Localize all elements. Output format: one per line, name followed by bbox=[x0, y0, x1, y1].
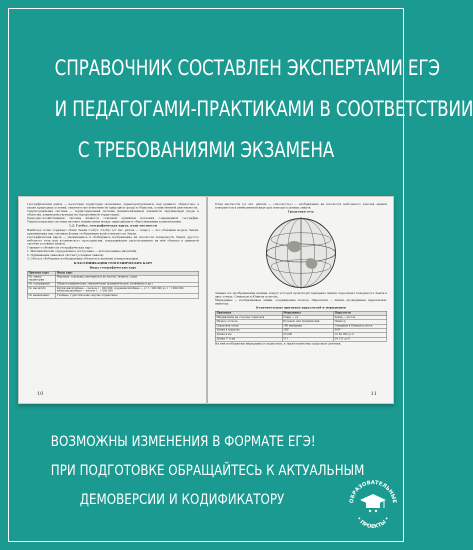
classification-table bbox=[27, 271, 199, 299]
table-cell: 360° bbox=[333, 328, 386, 332]
paragraph: На ней изображены меридианы и параллели, а также нанесены градусные деления. bbox=[215, 342, 342, 346]
paragraph: План местности (от лат. planum — «плоскость») — изображение на плоскости небольшого участка земной поверхности в уменьшенном виде при помощи условных знаков. bbox=[215, 203, 387, 210]
meridians-table bbox=[215, 311, 387, 342]
table-cell: По назначению bbox=[27, 294, 55, 298]
table-cell: От 40 000 до 0 bbox=[333, 333, 386, 337]
paragraph: 1. Математически определённое построение — использование масштаба. bbox=[27, 250, 138, 253]
table-cell: 180 меридиан bbox=[282, 324, 333, 328]
paragraph: Земная ось (воображаемая прямая, вокруг которой происходит вращение Земли) пересекает поверхность Земли в двух точках: Северном и Южном полюсах. bbox=[215, 292, 387, 299]
book-spine bbox=[206, 197, 208, 403]
table-cell: Длина в градусах bbox=[215, 328, 282, 332]
table-row bbox=[27, 287, 199, 294]
table-header: Признак карт bbox=[27, 271, 55, 275]
headline bbox=[12, 48, 473, 171]
disclaimer-line: ДЕМОВЕРСИИ И КОДИФИКАТОРУ bbox=[79, 492, 285, 508]
paragraph: Природно-хозяйственная система является основной единицей изучения современной географии. Территориальные системы изучают взаимосвязи между природными и общественными компонентами. bbox=[27, 217, 199, 224]
table-subtitle: Виды географических карт bbox=[89, 266, 137, 270]
table-cell: Нулевой, или Гринвичский bbox=[282, 320, 333, 324]
table-header: Меридианы bbox=[282, 311, 333, 315]
paragraph: Географический район — целостная территория (конечная), характеризующаяся, как правило, общностью, а также природных условий, типичностью компонентов природной среды и общества, хозяйственной деятельности. bbox=[27, 203, 199, 210]
page-number: 10 bbox=[37, 391, 44, 397]
headline-line: С ТРЕБОВАНИЯМИ ЭКЗАМЕНА bbox=[77, 138, 335, 163]
table-cell: Градусная сетка bbox=[215, 324, 282, 328]
disclaimer-line: ВОЗМОЖНЫ ИЗМЕНЕНИЯ В ФОРМАТЕ ЕГЭ! bbox=[50, 434, 316, 450]
table-cell: Запад — восток bbox=[333, 316, 386, 320]
table-row bbox=[215, 337, 387, 341]
table-cell: 111 bbox=[282, 337, 333, 341]
paragraph: Меридианы — воображаемые линии, соединяющие полюса. Параллели — линии, проведённые параллельно экватору. bbox=[215, 299, 387, 306]
table-cell: По охвату территории bbox=[27, 275, 55, 282]
graduation-cap-icon bbox=[360, 494, 386, 512]
svg-text:• ПРОЕКТЫ •: • ПРОЕКТЫ • bbox=[355, 515, 391, 531]
paragraph: Географическая карта — уменьшенное и обобщённое изображение на плоскости поверхности Земли, другого небесного тела или космического пространства, показывающее расположенные на ней объекты в принятой системе условных знаков. bbox=[27, 236, 199, 246]
table-cell: Начало отсчёта bbox=[215, 320, 282, 324]
table-cell: Север — юг bbox=[282, 316, 333, 320]
table-cell: Длина 1° в км bbox=[215, 337, 282, 341]
table-cell: Мировые, отдельных материков и их частей, океанов, стран bbox=[56, 275, 199, 282]
table-header: Параллели bbox=[333, 311, 386, 315]
paragraph: 3. Отбор и обобщение изображаемых объектов и явлений (генерализация). bbox=[27, 257, 140, 261]
section-title: 1.2. Глобус, географическая карта, план местности bbox=[68, 224, 158, 228]
svg-text:ОБРАЗОВАТЕЛЬНЫЕ: ОБРАЗОВАТЕЛЬНЫЕ bbox=[348, 479, 398, 504]
table-header: Виды карт bbox=[56, 271, 199, 275]
table-cell: 180° bbox=[282, 328, 333, 332]
paragraph: Главные особенности географических карт: bbox=[27, 246, 93, 250]
table-cell: Учебные, туристические, научно-справочные bbox=[56, 294, 199, 298]
right-page bbox=[215, 203, 387, 399]
paragraph: Наиболее точно отражает облик Земли глобус. Глобус (от лат. globus — «шар») — это объёмная модель Земли, применяемая как основная форма отображения всей поверхности Земли. bbox=[27, 229, 199, 236]
table-title: КЛАССИФИКАЦИЯ ГЕОГРАФИЧЕСКИХ КАРТ bbox=[73, 261, 153, 265]
table-row bbox=[27, 275, 199, 282]
left-page bbox=[27, 203, 199, 399]
paragraph: 2. Применение знаковых систем (условных знаков). bbox=[27, 253, 105, 257]
table-row bbox=[27, 294, 199, 298]
page-number: 11 bbox=[370, 391, 377, 397]
table-cell: Общегеографические, тематические (климатические, почвенные и др.) bbox=[56, 282, 199, 286]
headline-line: И ПЕДАГОГАМИ-ПРАКТИКАМИ В СООТВЕТСТВИИ bbox=[54, 97, 473, 122]
paragraph: Территориальная система — территориальная система (взаимосвязанных элементов окружающей среды и общества, взаимодействующих на определённой территории). bbox=[27, 210, 199, 217]
section-title: Градусная сеть bbox=[288, 210, 314, 214]
table-cell: От 111 до 0 bbox=[333, 337, 386, 341]
left-page-content bbox=[27, 203, 199, 298]
headline-line: СПРАВОЧНИК СОСТАВЛЕН ЭКСПЕРТАМИ ЕГЭ bbox=[54, 56, 440, 81]
right-page-content bbox=[215, 203, 387, 346]
globe-illustration bbox=[264, 216, 339, 291]
table-cell: 20 000 bbox=[282, 333, 333, 337]
open-book bbox=[18, 196, 394, 404]
disclaimer bbox=[22, 428, 365, 515]
table-header: Признаки bbox=[215, 311, 282, 315]
table-cell: По масштабу bbox=[27, 287, 55, 294]
table-cell: Длина в км bbox=[215, 333, 282, 337]
table-title: Отличительные признаки параллелей и меридианов bbox=[255, 306, 347, 310]
table-cell: Направление на стороны горизонта bbox=[215, 316, 282, 320]
table-cell: Крупномасштабные — мельче 1 : 200 000; среднемасштабные — от 1 : 200 000 до 1 : 1 000 000; мелкомасштабные — мельче 1 : 1 000 000 bbox=[56, 287, 199, 294]
disclaimer-line: ПРИ ПОДГОТОВКЕ ОБРАЩАЙТЕСЬ К АКТУАЛЬНЫМ bbox=[50, 463, 365, 479]
publisher-logo bbox=[346, 470, 400, 536]
table-cell: По содержанию bbox=[27, 282, 55, 286]
table-cell: Северный и Южный полюса bbox=[333, 324, 386, 328]
table-cell: Экватор bbox=[333, 320, 386, 324]
